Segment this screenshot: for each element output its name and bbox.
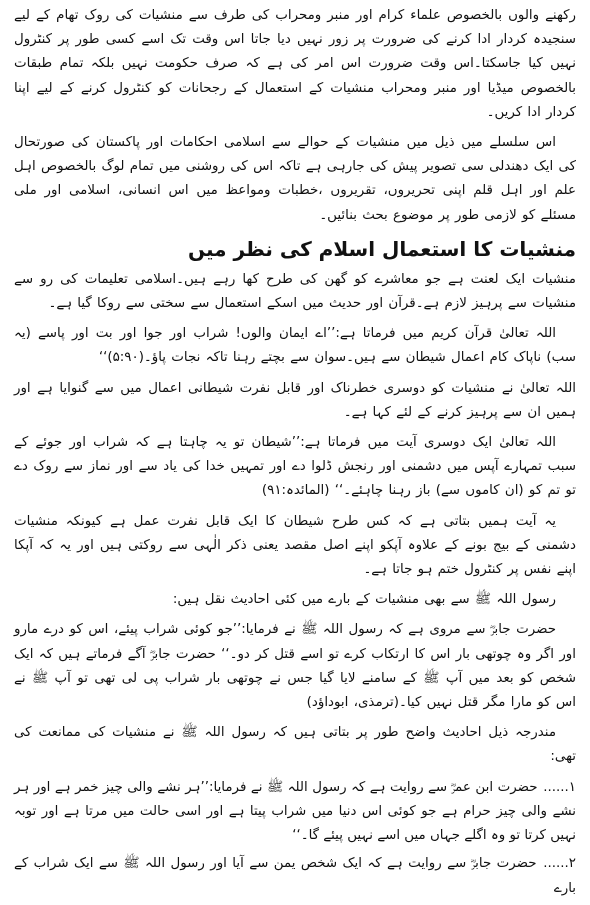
section-paragraph-1: منشیات ایک لعنت ہے جو معاشرے کو گھن کی طرح کھا رہے ہیں۔اسلامی تعلیمات کی رو سے منشیات سے پرہیز لازم ہے۔قرآن اور حدیث میں اسکے استعمال سے سختی سے روکا گیا ہے۔ [14,271,576,312]
intro-paragraph: رکھنے والوں بالخصوص علماء کرام اور منبر ومحراب کی طرف سے منشیات کی روک تھام کے لیے سنجیدہ کردار ادا کرنے کی ضرورت پر زور نہیں دیا جاتا اس وقت تک اسے کسی طور پر کنٹرول نہیں کیا جاسکتا۔اس وقت ضرورت اس امر کی ہے کہ صرف حکومت نہیں بلکہ تمام طبقات بالخصوص میڈیا اور منبر ومحراب منشیات کے استعمال کے رجحانات کو کنٹرول کرنے کے لیے اپنا کردار ادا کریں۔ [14,8,576,120]
hadith-text: حضرت جابرؓ سے روایت ہے کہ ایک شخص یمن سے آیا اور رسول اللہ ﷺ سے ایک شراب کے بارے [14,856,576,896]
section-paragraph-5: یہ آیت ہمیں بتاتی ہے کہ کس طرح شیطان کا ایک قابل نفرت عمل ہے کیونکہ منشیات دشمنی کے بیج بونے کے علاوہ آپکو اپنے اصل مقصد یعنی ذکر الٰہی سے روکتی ہیں اور یہ کہ آپکا اپنے نفس پر کنٹرول ختم ہو جاتا ہے۔ [14,513,576,578]
hadith-text: حضرت ابن عمرؓ سے روایت ہے کہ رسول اللہ ﷺ نے فرمایا:’’ہر نشے والی چیز خمر ہے اور ہر نشے والی چیز حرام ہے جو کوئی اس دنیا میں شراب پیتا ہے اور اسی حالت میں مرتا ہے اور توبہ نہیں کرتا تو وہ اگلے جہاں میں اسے نہیں پیئے گا۔‘‘ [14,779,576,844]
section-paragraph-8: مندرجہ ذیل احادیث واضح طور پر بتاتی ہیں کہ رسول اللہ ﷺ نے منشیات کی ممانعت کی تھی: [14,725,576,765]
section-paragraph-7: حضرت جابرؓ سے مروی ہے کہ رسول اللہ ﷺ نے فرمایا:’’جو کوئی شراب پیئے، اس کو درے مارو اور اگر وہ چوتھی بار اس کا ارتکاب کرے تو اسے قتل کر دو۔‘‘ حضرت جابرؓ آگے فرماتے ہیں کہ ایک شخص کو بعد میں آپ ﷺ کے سامنے لایا گیا جس نے چوتھی بار شراب پی لی تھی تو آپ ﷺ نے اس کو مارا مگر قتل نہیں کیا۔(ترمذی، ابوداؤد) [14,622,576,711]
section-paragraph-2: اللہ تعالیٰ قرآن کریم میں فرماتا ہے:’’اے ایمان والوں! شراب اور جوا اور بت اور پاسے (یہ سب) ناپاک کام اعمال شیطان سے ہیں۔سوان سے بچتے رہنا تاکہ نجات پاؤ۔(۵:۹۰)‘‘ [14,326,576,366]
hadith-number: ۱...... [543,779,576,795]
hadith-item-1 [14,776,576,849]
section-paragraph-6: رسول اللہ ﷺ سے بھی منشیات کے بارے میں کئی احادیث نقل ہیں: [172,592,556,608]
section-paragraph-4: اللہ تعالیٰ ایک دوسری آیت میں فرماتا ہے:’’شیطان تو یہ چاہتا ہے کہ شراب اور جوئے کے سبب تمہارے آپس میں دشمنی اور رنجش ڈلوا دے اور تمہیں خدا کی یاد سے اور نماز سے روک دے تو تم کو (ان کاموں سے) باز رہنا چاہئے۔‘‘ (المائدہ:۹۱) [14,435,576,499]
section-paragraph-3: اللہ تعالیٰ نے منشیات کو دوسری خطرناک اور قابل نفرت شیطانی اعمال میں سے گنوایا ہے اور ہمیں ان سے پرہیز کرنے کے لئے کہا ہے۔ [14,380,576,420]
hadith-number: ۲...... [543,856,576,872]
section-heading: منشیات کا استعمال اسلام کی نظر میں [187,236,576,261]
hadith-item-2 [14,852,576,900]
document-page [14,4,576,905]
context-paragraph: اس سلسلے میں ذیل میں منشیات کے حوالے سے اسلامی احکامات اور پاکستان کی صورتحال کی ایک دھندلی سی تصویر پیش کی جارہی ہے تاکہ اس کی روشنی میں تمام لوگ بالخصوص اہل علم اور اہل قلم اپنی تحریروں، تقریروں ،خطبات ومواعظ میں اس انسانی، اسلامی اور ملی مسئلے کو لازمی طور پر موضوع بحث بنائیں۔ [14,135,576,223]
